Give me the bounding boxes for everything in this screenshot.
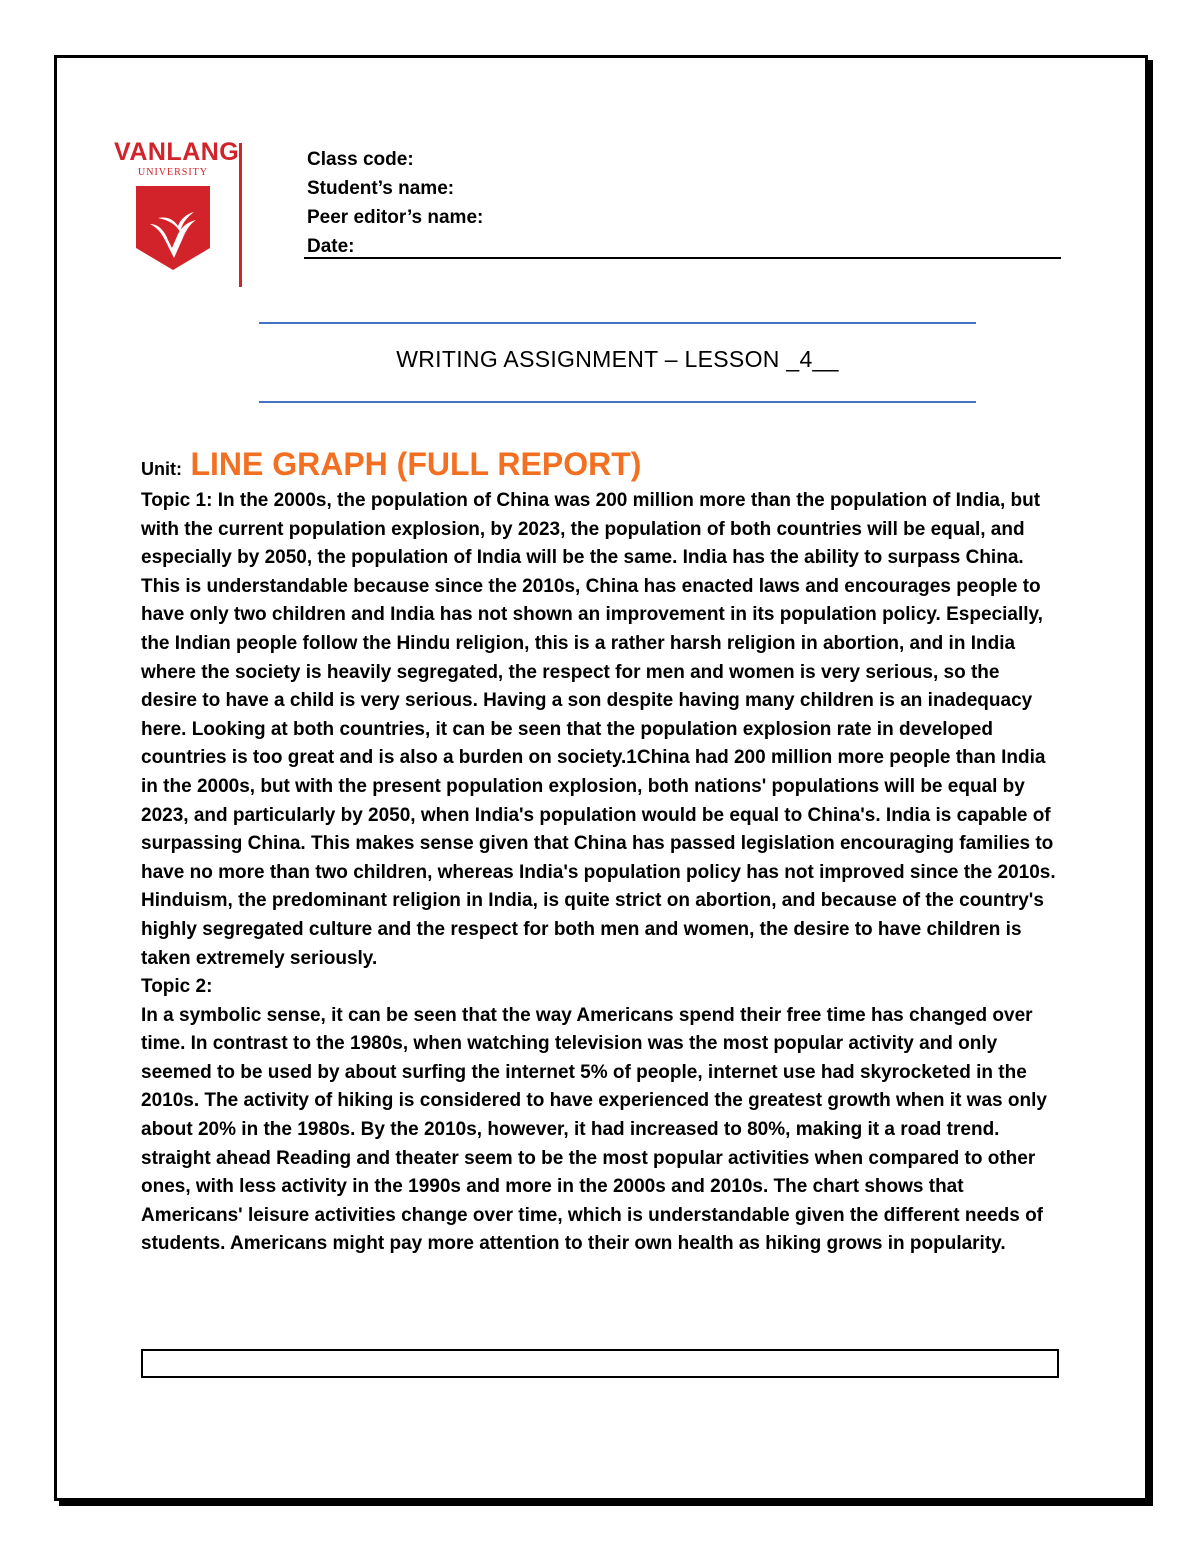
assignment-title: WRITING ASSIGNMENT – LESSON _4__ xyxy=(396,346,839,372)
title-rule-bottom xyxy=(259,401,976,403)
header-rule xyxy=(304,257,1061,259)
peer-editor-label: Peer editor’s name: xyxy=(307,207,484,228)
student-name-label: Student’s name: xyxy=(307,178,455,199)
unit-label: Unit: xyxy=(141,459,182,479)
logo-subtitle: UNIVERSITY xyxy=(138,167,208,178)
logo-divider xyxy=(239,143,242,287)
class-code-label: Class code: xyxy=(307,149,414,170)
date-label: Date: xyxy=(307,236,355,257)
topic-2-heading: Topic 2: xyxy=(141,976,213,998)
title-rule-top xyxy=(259,322,976,324)
assignment-body xyxy=(141,487,1056,1259)
unit-line xyxy=(141,446,641,483)
logo-wordmark: VANLANG xyxy=(114,138,240,166)
header-fields xyxy=(307,145,483,261)
university-logo xyxy=(114,138,240,272)
topic-1-paragraph: Topic 1: In the 2000s, the population of China was 200 million more than the population of India, but with the current population explosion, by 2023, the population of both countries will be equal, and especially by 2050, the population of India will be the same. India has the ability to surpass China. This is understandable because since the 2010s, China has enacted laws and encourages people to have only two children and India has not shown an improvement in its population policy. Especially, the Indian people follow the Hindu religion, this is a rather harsh religion in abortion, and in India where the society is heavily segregated, the respect for men and women is very serious, so the desire to have a child is very serious. Having a son despite having many children is an inadequacy here. Looking at both countries, it can be seen that the population explosion rate in developed countries is too great and is also a burden on society.1China had 200 million more people than India in the 2000s, but with the present population explosion, both nations' populations will be equal by 2023, and particularly by 2050, when India's population would be equal to China's. India is capable of surpassing China. This makes sense given that China has passed legislation encouraging families to have no more than two children, whereas India's population policy has not improved since the 2010s. Hinduism, the predominant religion in India, is quite strict on abortion, and because of the country's highly segregated culture and the respect for both men and women, the desire to have children is taken extremely seriously. xyxy=(141,490,1056,969)
bottom-box xyxy=(141,1349,1059,1378)
topic-2-paragraph: In a symbolic sense, it can be seen that the way Americans spend their free time has changed over time. In contrast to the 1980s, when watching television was the most popular activity and only seemed to be used by about surfing the internet 5% of people, internet use had skyrocketed in the 2010s. The activity of hiking is considered to have experienced the greatest growth when it was only about 20% in the 1980s. By the 2010s, however, it had increased to 80%, making it a road trend. straight ahead Reading and theater seem to be the most popular activities when compared to other ones, with less activity in the 1990s and more in the 2000s and 2010s. The chart shows that Americans' leisure activities change over time, which is understandable given the different needs of students. Americans might pay more attention to their own health as hiking grows in popularity. xyxy=(141,1004,1047,1255)
unit-title: LINE GRAPH (FULL REPORT) xyxy=(190,446,642,482)
shield-icon xyxy=(134,184,212,272)
